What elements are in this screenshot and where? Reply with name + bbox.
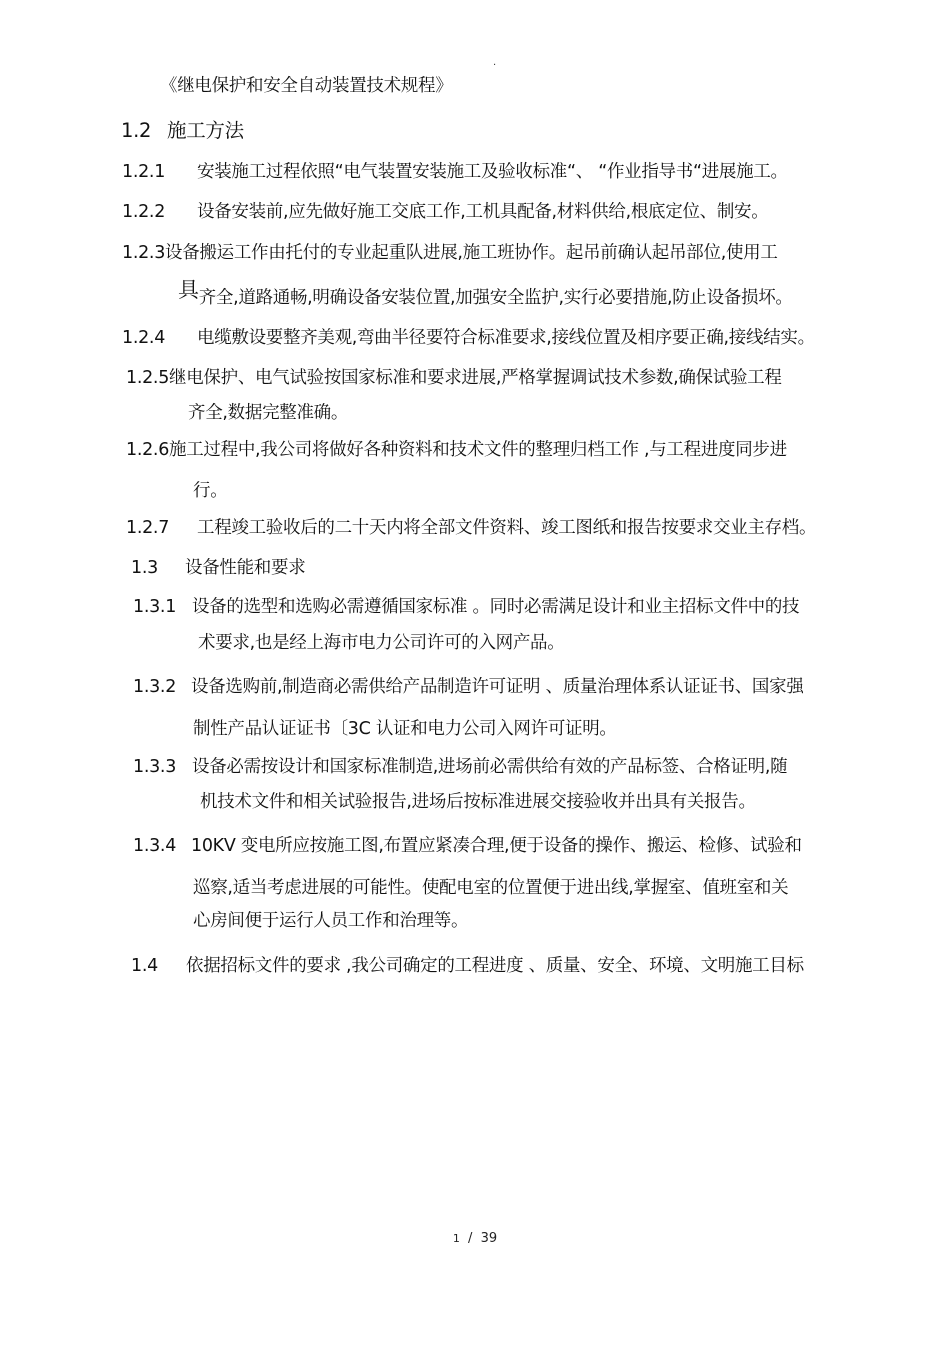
paragraph-number: 1.3.2 [133,677,177,697]
paragraph-text: 工程竣工验收后的二十天内将全部文件资料、竣工图纸和报告按要求交业主存档。 [197,518,817,538]
paragraph-1-2-6 [126,438,787,462]
section-heading-1-2 [121,119,244,143]
paragraph-text: 设备必需按设计和国家标准制造,进场前必需供给有效的产品标签、合格证明,随 [192,757,788,777]
paragraph-text: 设备搬运工作由托付的专业起重队进展,施工班协作。起吊前确认起吊部位,使用工 [165,243,778,263]
paragraph-1-2-4 [122,326,815,350]
paragraph-text: 10KV 变电所应按施工图,布置应紧凑合理,便于设备的操作、搬运、检修、试验和 [191,836,802,856]
paragraph-number: 1.2.7 [126,518,170,538]
paragraph-1-2-2 [122,200,768,224]
section-heading-1-3 [131,556,305,580]
paragraph-number: 1.3.1 [133,597,177,617]
paragraph-1-3-1 [133,595,799,619]
paragraph-text: 设备选购前,制造商必需供给产品制造许可证明 、质量治理体系认证证书、国家强 [191,677,804,697]
section-number: 1.2 [121,119,152,142]
paragraph-1-3-1-continued: 术要求,也是经上海市电力公司许可的入网产品。 [198,633,565,653]
paragraph-1-3-3 [133,755,787,779]
paragraph-1-3-4-continued-2: 心房间便于运行人员工作和治理等。 [193,911,469,931]
intro-line: 《继电保护和安全自动装置技术规程》 [160,76,453,96]
paragraph-1-3-4 [133,834,802,858]
paragraph-1-2-3-continued [178,278,793,310]
paragraph-text: 继电保护、电气试验按国家标准和要求进展,严格掌握调试技术参数,确保试验工程 [169,368,782,388]
enlarged-character: 具 [178,278,199,302]
paragraph-1-2-3 [122,241,778,265]
section-title: 设备性能和要求 [185,558,306,578]
paragraph-text: 设备安装前,应先做好施工交底工作,工机具配备,材料供给,根底定位、制安。 [197,202,769,222]
paragraph-1-4 [131,954,804,978]
paragraph-number: 1.2.5 [126,368,170,388]
paragraph-1-3-2 [133,675,804,699]
paragraph-1-2-5-continued: 齐全,数据完整准确。 [188,403,349,423]
paragraph-text: 依据招标文件的要求 ,我公司确定的工程进度 、质量、安全、环境、文明施工目标 [186,956,804,976]
page-number: 1 [452,1232,460,1245]
paragraph-number: 1.2.1 [122,162,166,182]
paragraph-text: 安装施工过程依照“电气装置安装施工及验收标准“、 “作业指导书“进展施工。 [197,162,788,182]
paragraph-text: 电缆敷设要整齐美观,弯曲半径要符合标准要求,接线位置及相序要正确,接线结实。 [197,328,815,348]
paragraph-number: 1.2.3 [122,243,166,263]
paragraph-1-2-6-continued: 行。 [193,481,228,501]
paragraph-number: 1.2.2 [122,202,166,222]
paragraph-text: 施工过程中,我公司将做好各种资料和技术文件的整理归档工作 ,与工程进度同步进 [169,440,787,460]
paragraph-number: 1.3.3 [133,757,177,777]
paragraph-1-3-2-continued: 制性产品认证证书〔3C 认证和电力公司入网许可证明。 [193,719,617,739]
paragraph-number: 1.2.6 [126,440,170,460]
paragraph-number: 1.2.4 [122,328,166,348]
paragraph-1-3-3-continued: 机技术文件和相关试验报告,进场后按标准进展交接验收并出具有关报告。 [200,792,756,812]
page-footer [0,1230,950,1248]
paragraph-text: 设备的选型和选购必需遵循国家标准 。同时必需满足设计和业主招标文件中的技 [192,597,800,617]
paragraph-1-2-5 [126,366,782,390]
paragraph-1-3-4-continued: 巡察,适当考虑进展的可能性。使配电室的位置便于进出线,掌握室、值班室和关 [193,878,789,898]
page-total: 39 [480,1231,498,1246]
header-mark: . [493,57,497,68]
paragraph-1-2-1 [122,160,788,184]
paragraph-1-2-7 [126,516,816,540]
section-title: 施工方法 [167,119,244,142]
paragraph-number: 1.4 [131,956,158,976]
paragraph-text: 齐全,道路通畅,明确设备安装位置,加强安全监护,实行必要措施,防止设备损坏。 [198,288,793,308]
paragraph-number: 1.3.4 [133,836,177,856]
section-number: 1.3 [131,558,158,578]
page-separator: / [468,1231,473,1246]
